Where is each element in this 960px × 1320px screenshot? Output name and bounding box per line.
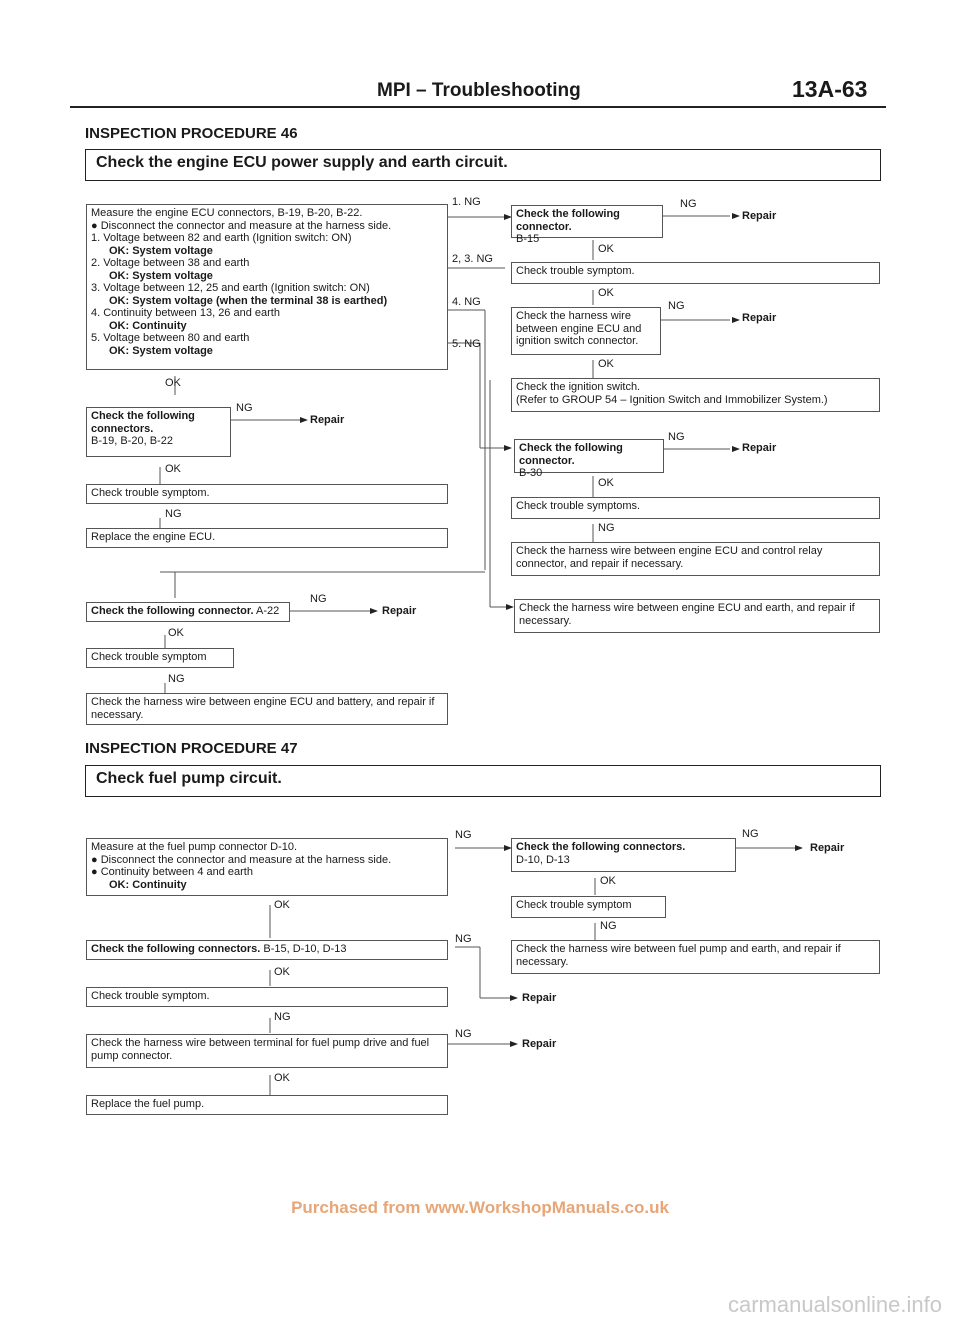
repair-label: Repair (810, 842, 845, 854)
check-connector-a22-box (86, 602, 290, 622)
check-ignition-switch-box (511, 378, 880, 412)
ng-label: NG (455, 829, 472, 841)
measure-line: OK: Continuity (109, 878, 187, 891)
ng-label: NG (600, 920, 617, 932)
repair-label: Repair (310, 414, 345, 426)
ok-label: OK (598, 243, 614, 255)
box-title: Check the following connector. (91, 605, 254, 617)
ok-label: OK (274, 966, 290, 978)
ng-label: NG (236, 402, 253, 414)
ok-label: OK (165, 463, 181, 475)
procedure-46-heading: INSPECTION PROCEDURE 46 (85, 125, 298, 142)
check-trouble-symptom-box: Check trouble symptom (86, 648, 234, 668)
ng-label: NG (742, 828, 759, 840)
measure-line: OK: System voltage (109, 344, 213, 357)
measure-line: ● Continuity between 4 and earth (91, 866, 253, 878)
box-text: Check the ignition switch. (516, 381, 641, 393)
measure-line: Measure at the fuel pump connector D-10. (91, 841, 298, 853)
check-connectors-b19-box (86, 407, 231, 457)
page-number: 13A-63 (792, 76, 868, 102)
page-title: MPI – Troubleshooting (377, 80, 581, 101)
check-trouble-symptom-box: Check trouble symptom. (511, 262, 880, 284)
replace-fuel-pump-box: Replace the fuel pump. (86, 1095, 448, 1115)
harness-fuel-pump-earth-box: Check the harness wire between fuel pump and earth, and repair if necessary. (511, 940, 880, 974)
ng-label: 1. NG (452, 196, 481, 208)
repair-label: Repair (742, 210, 777, 222)
ok-label: OK (600, 875, 616, 887)
check-trouble-symptoms-box: Check trouble symptoms. (511, 497, 880, 519)
check-trouble-symptom-box: Check trouble symptom. (86, 987, 448, 1007)
measure-line: 5. Voltage between 80 and earth (91, 332, 250, 344)
box-codes: D-10, D-13 (516, 853, 570, 866)
measure-line: OK: System voltage (when the terminal 38 is earthed) (109, 294, 388, 307)
ng-label: NG (168, 673, 185, 685)
box-title: Check the following connectors. (91, 943, 261, 955)
measure-line: 4. Continuity between 13, 26 and earth (91, 307, 280, 319)
box-title: Check the following connectors. (516, 841, 686, 853)
ng-label: NG (455, 933, 472, 945)
ng-label: NG (668, 431, 685, 443)
repair-label: Repair (742, 312, 777, 324)
box-code: B-15 (516, 233, 540, 245)
measure-line: ● Disconnect the connector and measure at the harness side. (91, 219, 392, 232)
ng-label: NG (165, 508, 182, 520)
box-code: A-22 (256, 605, 280, 617)
ok-label: OK (165, 377, 181, 389)
repair-label: Repair (522, 992, 557, 1004)
box-code: B-30 (519, 467, 543, 479)
ok-label: OK (274, 899, 290, 911)
ng-label: NG (455, 1028, 472, 1040)
ok-label: OK (274, 1072, 290, 1084)
procedure-46-banner: Check the engine ECU power supply and earth circuit. (85, 149, 881, 181)
purchased-footer: Purchased from www.WorkshopManuals.co.uk (291, 1198, 669, 1217)
ok-label: OK (598, 358, 614, 370)
measure-line: OK: Continuity (109, 319, 187, 332)
measure-line: OK: System voltage (109, 269, 213, 282)
ng-label: 2, 3. NG (452, 253, 493, 265)
ng-label: 5. NG (452, 338, 481, 350)
check-connector-b30-box (514, 439, 664, 479)
ng-label: NG (680, 198, 697, 210)
ng-label: NG (274, 1011, 291, 1023)
check-trouble-symptom-box: Check trouble symptom. (86, 484, 448, 504)
check-connectors-d10-box (511, 838, 736, 872)
check-connectors-b15-box (86, 940, 448, 960)
ng-label: NG (598, 522, 615, 534)
check-connector-b15-box (511, 205, 663, 245)
procedure-46-measure-box (86, 204, 448, 370)
ng-label: 4. NG (452, 296, 481, 308)
box-codes: B-19, B-20, B-22 (91, 435, 173, 447)
measure-line: 2. Voltage between 38 and earth (91, 257, 250, 269)
repair-label: Repair (522, 1038, 557, 1050)
ok-label: OK (168, 627, 184, 639)
harness-ignition-box: Check the harness wire between engine ECU and ignition switch connector. (511, 307, 661, 355)
ok-label: OK (598, 477, 614, 489)
box-title: Check the following connector. (519, 442, 623, 467)
measure-line: ● Disconnect the connector and measure at the harness side. (91, 853, 392, 866)
box-codes: B-15, D-10, D-13 (263, 943, 347, 955)
harness-battery-box: Check the harness wire between engine ECU and battery, and repair if necessary. (86, 693, 448, 725)
ng-label: NG (310, 593, 327, 605)
measure-line: Measure the engine ECU connectors, B-19, B-20, B-22. (91, 207, 363, 219)
box-title: Check the following connector. (516, 208, 620, 233)
harness-terminal-box: Check the harness wire between terminal for fuel pump drive and fuel pump connector. (86, 1034, 448, 1068)
procedure-47-banner: Check fuel pump circuit. (85, 765, 881, 797)
measure-line: 3. Voltage between 12, 25 and earth (Ignition switch: ON) (91, 282, 370, 294)
ng-label: NG (668, 300, 685, 312)
ok-label: OK (598, 287, 614, 299)
measure-line: 1. Voltage between 82 and earth (Ignition switch: ON) (91, 232, 352, 244)
harness-earth-box: Check the harness wire between engine ECU and earth, and repair if necessary. (514, 599, 880, 633)
box-ref: (Refer to GROUP 54 – Ignition Switch and Immobilizer System.) (516, 393, 828, 406)
procedure-47-heading: INSPECTION PROCEDURE 47 (85, 740, 298, 757)
watermark: carmanualsonline.info (727, 1292, 942, 1317)
procedure-47-measure-box (86, 838, 448, 896)
check-trouble-symptom-box: Check trouble symptom (511, 896, 666, 918)
measure-line: OK: System voltage (109, 244, 213, 257)
repair-label: Repair (382, 605, 417, 617)
repair-label: Repair (742, 442, 777, 454)
harness-control-relay-box: Check the harness wire between engine ECU and control relay connector, and repair if necessary. (511, 542, 880, 576)
box-title: Check the following connectors. (91, 410, 195, 435)
replace-ecu-box: Replace the engine ECU. (86, 528, 448, 548)
